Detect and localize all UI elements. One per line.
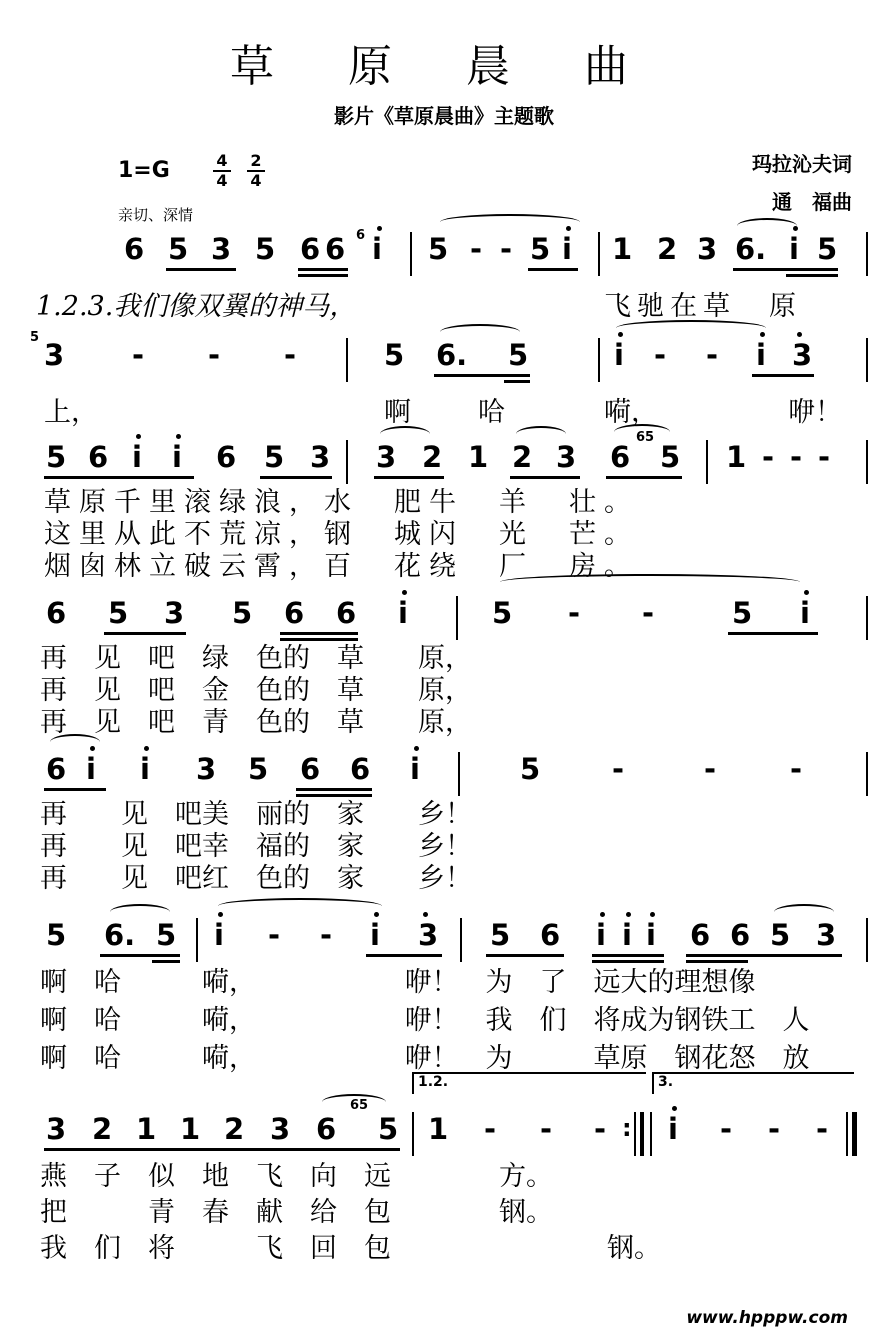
note: 5	[248, 752, 269, 786]
underline	[44, 476, 194, 479]
note: 2	[224, 1112, 245, 1146]
note: 5	[232, 596, 253, 630]
octave-dot	[672, 1106, 677, 1111]
octave-dot	[626, 912, 631, 917]
note: i	[140, 752, 150, 786]
slur	[616, 320, 766, 336]
bar-line	[346, 440, 348, 484]
bar-line	[706, 440, 708, 484]
tempo-marking: 亲切、深情	[118, 206, 194, 224]
slur	[218, 898, 382, 914]
bar-line	[866, 440, 868, 484]
lyrics: 再 见 吧 青 色的 草 原，	[40, 707, 472, 738]
note: 6	[46, 596, 67, 630]
underline	[366, 954, 442, 957]
grace-note: 65	[350, 1098, 369, 1113]
note: -	[284, 338, 297, 372]
octave-dot	[600, 912, 605, 917]
bar-line	[866, 752, 868, 796]
bar-line	[634, 1112, 636, 1156]
lyrics: 再 见 吧 金 色的 草 原，	[40, 675, 472, 706]
note: -	[818, 440, 831, 474]
bar-line	[458, 752, 460, 796]
bar-line	[866, 918, 868, 962]
octave-dot	[377, 226, 382, 231]
note: 6	[610, 440, 631, 474]
grace-note: 5	[30, 330, 40, 345]
note: 5	[108, 596, 129, 630]
note: 6	[316, 1112, 337, 1146]
octave-dot	[650, 912, 655, 917]
note: -	[132, 338, 145, 372]
underline	[504, 380, 530, 383]
note: 6.	[436, 338, 468, 372]
note: -	[790, 752, 803, 786]
note: 5	[530, 232, 551, 266]
octave-dot	[402, 590, 407, 595]
note: 1	[468, 440, 489, 474]
lyrics: 这里从此不荒凉，钢 城闪 光 芒。	[44, 519, 639, 550]
watermark: www.hpppw.com	[686, 1308, 848, 1328]
song-subtitle: 影片《草原晨曲》主题歌	[334, 104, 554, 128]
lyrics: 燕 子 似 地 飞 向 远 方。	[40, 1161, 553, 1192]
note: 3	[376, 440, 397, 474]
octave-dot	[423, 912, 428, 917]
note: i	[756, 338, 766, 372]
underline	[298, 274, 348, 277]
octave-dot	[144, 746, 149, 751]
bar-line	[460, 918, 462, 962]
note: 5	[168, 232, 189, 266]
final-bar-line	[852, 1112, 857, 1156]
volta-bracket-1: 1.2.	[412, 1072, 646, 1094]
note: i	[562, 232, 572, 266]
note: 6	[325, 232, 346, 266]
time-signature-4-4: 4 4	[213, 152, 231, 190]
bar-line	[456, 596, 458, 640]
note: 3	[310, 440, 331, 474]
underline	[280, 632, 358, 635]
underline	[434, 374, 530, 377]
note: 5	[384, 338, 405, 372]
note: -	[762, 440, 775, 474]
note: 6	[350, 752, 371, 786]
underline	[752, 374, 814, 377]
volta-bracket-2: 3.	[652, 1072, 854, 1094]
lyrics: 烟囱林立破云霄，百 花绕 厂 房。	[44, 551, 639, 582]
note: -	[720, 1112, 733, 1146]
note: 5	[378, 1112, 399, 1146]
underline	[100, 954, 180, 957]
lyrics: 再 见 吧幸 福的 家 乡！	[40, 831, 472, 862]
note: -	[790, 440, 803, 474]
song-title: 草 原 晨 曲	[230, 41, 658, 92]
note: 5	[660, 440, 681, 474]
lyrics: 把 青 春 献 给 包 钢。	[40, 1197, 553, 1228]
underline	[44, 1148, 400, 1151]
note: -	[816, 1112, 829, 1146]
note: 5	[156, 918, 177, 952]
underline	[298, 268, 348, 271]
slur	[110, 904, 170, 920]
lyricist-credit: 玛拉沁夫词	[752, 152, 852, 176]
note: 3	[418, 918, 439, 952]
lyrics: 1.2.3.我们像双翼的神马，	[36, 291, 357, 322]
note: 5	[46, 440, 67, 474]
note: i	[646, 918, 656, 952]
octave-dot	[414, 746, 419, 751]
lyrics: 再 见 吧 绿 色的 草 原，	[40, 643, 472, 674]
underline	[592, 954, 664, 957]
lyrics: 再 见 吧红 色的 家 乡！	[40, 863, 472, 894]
note: 3	[46, 1112, 67, 1146]
bar-line	[846, 1112, 848, 1156]
key-signature: 1=G	[118, 158, 170, 183]
note: 3	[816, 918, 837, 952]
note: 6	[300, 232, 321, 266]
note: 3	[164, 596, 185, 630]
note: -	[612, 752, 625, 786]
note: -	[208, 338, 221, 372]
slur	[500, 574, 800, 590]
note: i	[370, 918, 380, 952]
note: 3	[270, 1112, 291, 1146]
underline	[728, 632, 818, 635]
note: -	[484, 1112, 497, 1146]
underline	[374, 476, 444, 479]
note: -	[704, 752, 717, 786]
note: 3	[44, 338, 65, 372]
slur	[516, 426, 566, 442]
note: 6	[336, 596, 357, 630]
underline	[166, 268, 236, 271]
repeat-sign: :	[622, 1114, 632, 1142]
note: 6	[46, 752, 67, 786]
note: 5	[264, 440, 285, 474]
note: 5	[490, 918, 511, 952]
slur	[380, 426, 430, 442]
lyrics: 咿！	[788, 397, 842, 428]
underline	[510, 476, 580, 479]
octave-dot	[176, 434, 181, 439]
thick-bar-line	[640, 1112, 644, 1156]
note: i	[668, 1112, 678, 1146]
bar-line	[598, 338, 600, 382]
note: 5	[428, 232, 449, 266]
note: 5	[492, 596, 513, 630]
lyrics: 我 们 将 飞 回 包 钢。	[40, 1233, 661, 1264]
note: 3	[196, 752, 217, 786]
note: i	[789, 232, 799, 266]
bar-line	[866, 338, 868, 382]
underline	[260, 476, 332, 479]
note: 2	[657, 232, 678, 266]
note: 5	[817, 232, 838, 266]
note: 5	[732, 596, 753, 630]
underline	[686, 954, 842, 957]
note: 6	[690, 918, 711, 952]
note: -	[594, 1112, 607, 1146]
note: 1	[136, 1112, 157, 1146]
note: i	[172, 440, 182, 474]
lyrics: 啊 哈 嗬， 咿！ 我 们 将成为钢铁工 人	[40, 1005, 810, 1036]
lyrics: 啊 哈 嗬， 咿！ 为 了 远大的理想像	[40, 967, 756, 998]
note: i	[132, 440, 142, 474]
note: 3	[556, 440, 577, 474]
note: 6	[88, 440, 109, 474]
note: 6	[300, 752, 321, 786]
note: i	[398, 596, 408, 630]
note: 1	[180, 1112, 201, 1146]
underline	[733, 268, 838, 271]
composer-credit: 通 福曲	[772, 190, 852, 214]
note: 5	[255, 232, 276, 266]
note: 5	[520, 752, 541, 786]
note: 1	[612, 232, 633, 266]
bar-line	[866, 232, 868, 276]
note: -	[706, 338, 719, 372]
bar-line	[866, 596, 868, 640]
slur	[50, 734, 100, 750]
underline	[104, 632, 186, 635]
note: 6.	[735, 232, 767, 266]
grace-note: 6	[356, 228, 366, 243]
note: 2	[512, 440, 533, 474]
note: 3	[697, 232, 718, 266]
note: -	[268, 918, 281, 952]
note: -	[470, 232, 483, 266]
lyrics: 再 见 吧美 丽的 家 乡！	[40, 799, 472, 830]
slur	[774, 904, 834, 920]
note: 5	[508, 338, 529, 372]
lyrics: 上，	[44, 397, 98, 428]
bar-line	[196, 918, 198, 962]
lyrics: 啊 哈 嗬， 咿！ 为 草原 钢花怒 放	[40, 1043, 810, 1074]
note: -	[654, 338, 667, 372]
note: 6	[730, 918, 751, 952]
slur	[614, 424, 670, 440]
note: 1	[726, 440, 747, 474]
note: 2	[92, 1112, 113, 1146]
note: 6.	[104, 918, 136, 952]
note: i	[596, 918, 606, 952]
note: -	[568, 596, 581, 630]
octave-dot	[136, 434, 141, 439]
note: -	[768, 1112, 781, 1146]
note: 5	[46, 918, 67, 952]
bar-line	[346, 338, 348, 382]
note: 2	[422, 440, 443, 474]
note: i	[622, 918, 632, 952]
note: i	[372, 232, 382, 266]
note: 5	[770, 918, 791, 952]
note: 3	[211, 232, 232, 266]
note: -	[320, 918, 333, 952]
note: 6	[216, 440, 237, 474]
bar-line	[412, 1112, 414, 1156]
time-signature-2-4: 2 4	[247, 152, 265, 190]
octave-dot	[797, 332, 802, 337]
note: i	[214, 918, 224, 952]
octave-dot	[804, 590, 809, 595]
lyrics: 飞驰在草 原	[604, 291, 802, 322]
note: i	[410, 752, 420, 786]
lyrics: 草原千里滚绿浪，水 肥牛 羊 壮。	[44, 487, 639, 518]
note: -	[500, 232, 513, 266]
slur	[322, 1094, 386, 1110]
lyrics: 啊 哈	[384, 397, 525, 428]
bar-line	[650, 1112, 652, 1156]
underline	[786, 274, 838, 277]
underline	[528, 268, 578, 271]
bar-line	[598, 232, 600, 276]
note: -	[540, 1112, 553, 1146]
grace-note: 65	[636, 430, 655, 445]
lyrics: 嗬，	[604, 397, 658, 428]
underline	[296, 788, 372, 791]
slur	[440, 214, 580, 230]
note: -	[642, 596, 655, 630]
note: i	[800, 596, 810, 630]
note: i	[86, 752, 96, 786]
slur	[737, 218, 797, 234]
underline	[606, 476, 682, 479]
slur	[440, 324, 520, 340]
note: 3	[792, 338, 813, 372]
note: i	[614, 338, 624, 372]
note: 6	[124, 232, 145, 266]
note: 6	[540, 918, 561, 952]
bar-line	[410, 232, 412, 276]
underline	[44, 788, 106, 791]
note: 1	[428, 1112, 449, 1146]
note: 6	[284, 596, 305, 630]
underline	[486, 954, 564, 957]
